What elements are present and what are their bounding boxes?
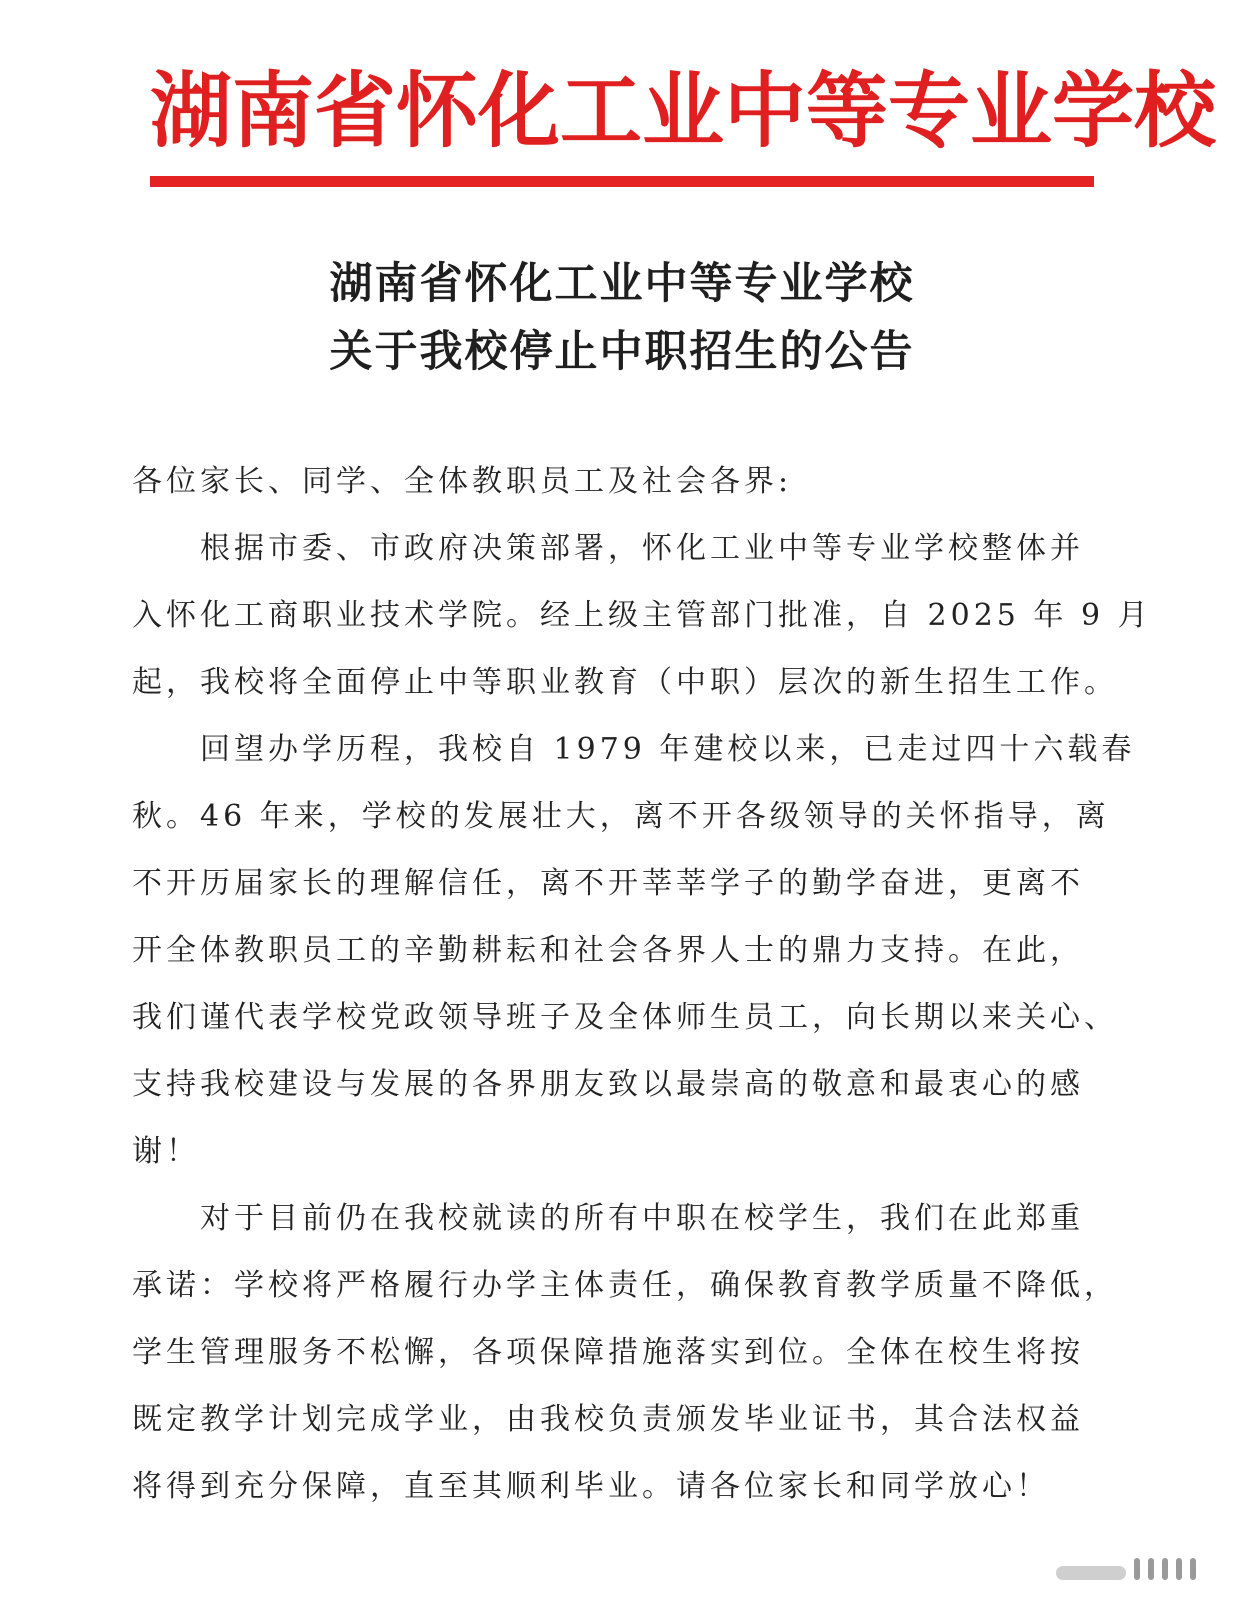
- overlay-tick-icon: [1162, 1558, 1168, 1580]
- body-line: 根据市委、市政府决策部署，怀化工业中等专业学校整体并: [132, 531, 1084, 566]
- body-line: 谢！: [132, 1134, 200, 1169]
- image-overlay-marks: [1056, 1558, 1196, 1580]
- body-line: 开全体教职员工的辛勤耕耘和社会各界人士的鼎力支持。在此，: [132, 933, 1084, 968]
- body-line: 承诺：学校将严格履行办学主体责任，确保教育教学质量不降低，: [132, 1268, 1118, 1303]
- overlay-tick-icon: [1190, 1558, 1196, 1580]
- body-line: 秋。46 年来，学校的发展壮大，离不开各级领导的关怀指导，离: [132, 799, 1110, 834]
- overlay-bar-icon: [1056, 1566, 1126, 1580]
- red-divider-rule: [150, 176, 1094, 187]
- body-line-salutation: 各位家长、同学、全体教职员工及社会各界:: [132, 464, 793, 499]
- overlay-tick-icon: [1176, 1558, 1182, 1580]
- body-line: 将得到充分保障，直至其顺利毕业。请各位家长和同学放心！: [132, 1469, 1050, 1504]
- body-line: 支持我校建设与发展的各界朋友致以最崇高的敬意和最衷心的感: [132, 1067, 1084, 1102]
- body-line: 不开历届家长的理解信任，离不开莘莘学子的勤学奋进，更离不: [132, 866, 1084, 901]
- overlay-tick-icon: [1134, 1558, 1140, 1580]
- body-line: 我们谨代表学校党政领导班子及全体师生员工，向长期以来关心、: [132, 1000, 1118, 1035]
- school-masthead: 湖南省怀化工业中等专业学校: [150, 63, 1217, 159]
- announcement-title-line-1: 湖南省怀化工业中等专业学校: [329, 259, 915, 309]
- overlay-tick-icon: [1148, 1558, 1154, 1580]
- announcement-title-line-2: 关于我校停止中职招生的公告: [329, 327, 915, 377]
- body-line: 对于目前仍在我校就读的所有中职在校学生，我们在此郑重: [132, 1201, 1084, 1236]
- body-line: 既定教学计划完成学业，由我校负责颁发毕业证书，其合法权益: [132, 1402, 1084, 1437]
- body-line: 入怀化工商职业技术学院。经上级主管部门批准，自 2025 年 9 月: [132, 598, 1152, 633]
- body-line: 学生管理服务不松懈，各项保障措施落实到位。全体在校生将按: [132, 1335, 1084, 1370]
- body-line: 起，我校将全面停止中等职业教育（中职）层次的新生招生工作。: [132, 665, 1118, 700]
- body-line: 回望办学历程，我校自 1979 年建校以来，已走过四十六载春: [132, 732, 1136, 767]
